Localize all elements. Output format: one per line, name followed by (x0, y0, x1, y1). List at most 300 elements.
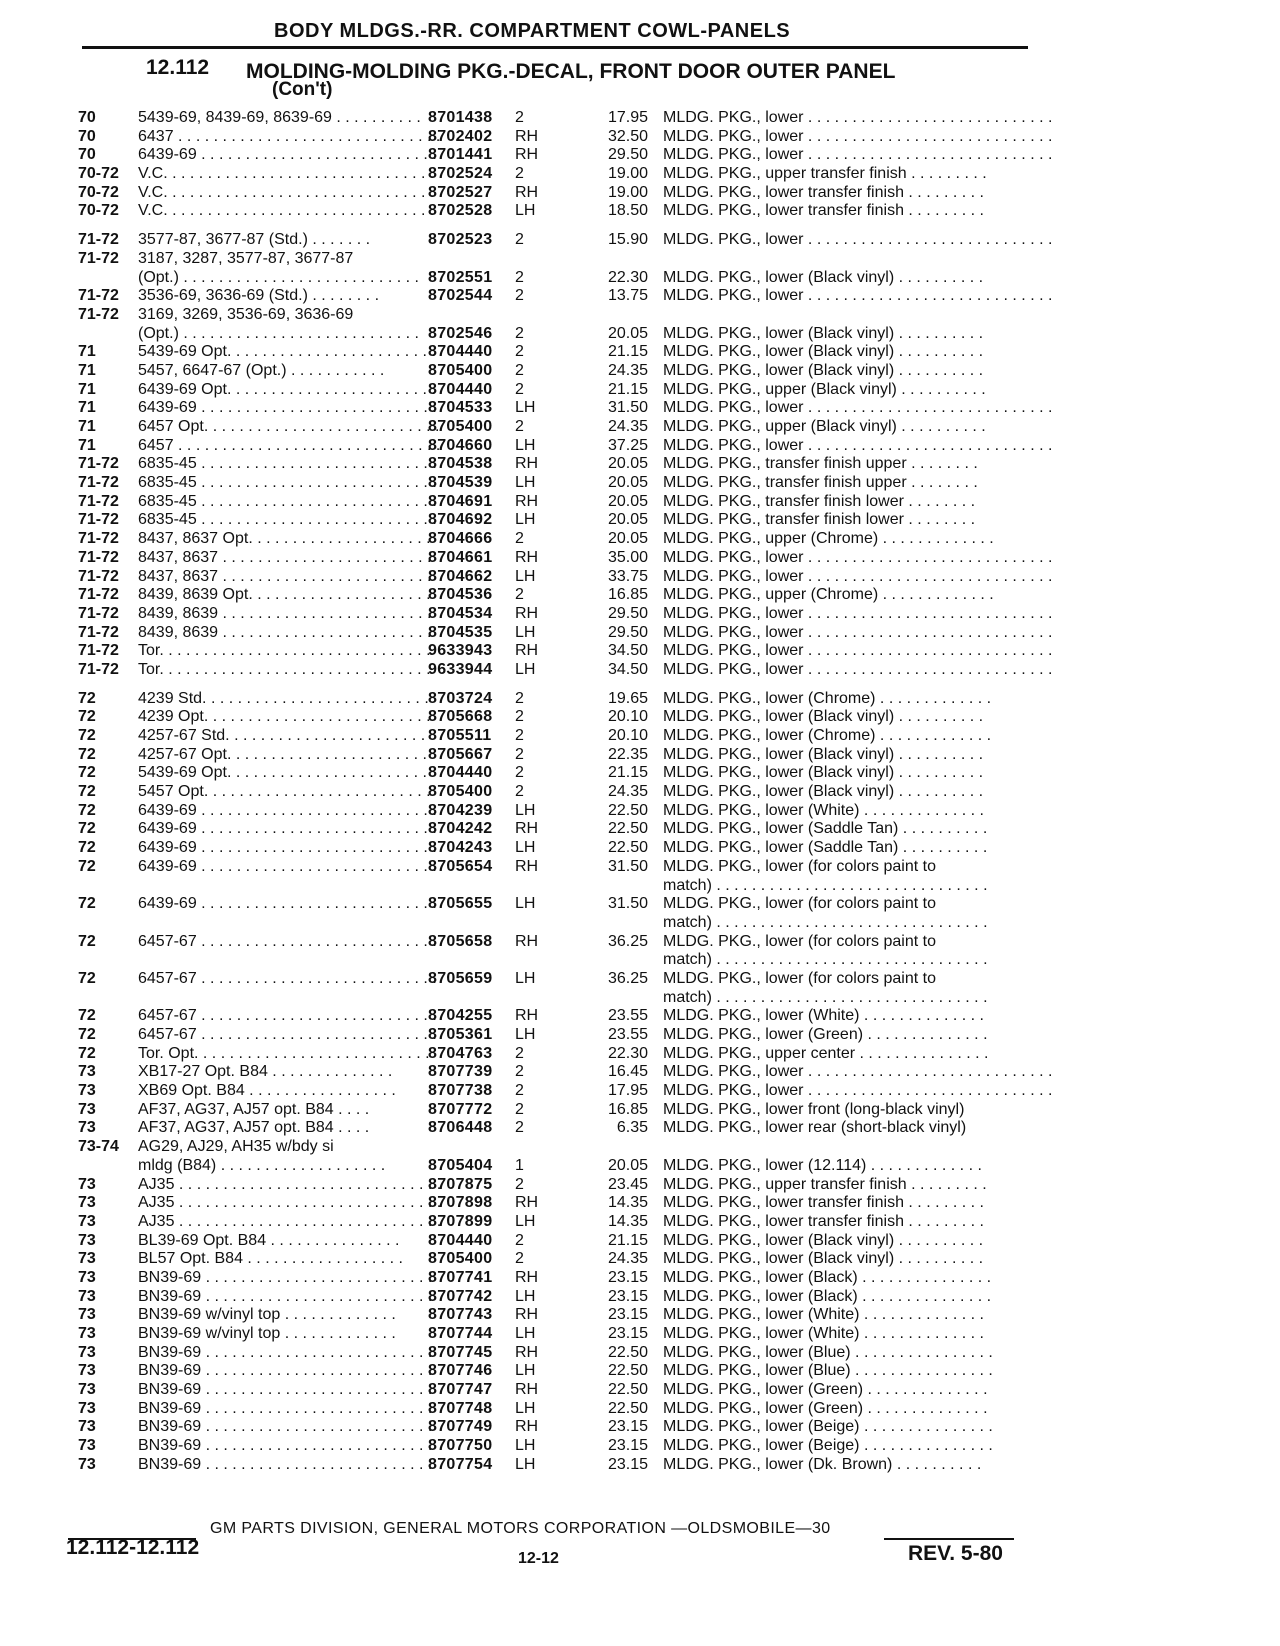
table-row (78, 1063, 1053, 1082)
table-row (78, 1381, 1038, 1400)
table-row (78, 1176, 1038, 1195)
table-row (78, 1306, 1038, 1325)
model-cell: 6457 . . . . . . . . . . . . . . . . . . . . . . . . . . . . . . (138, 436, 441, 454)
model-cell: BL39-69 Opt. B84 . . . . . . . . . . . . . . . (138, 1231, 400, 1249)
description-cell: MLDG. PKG., lower (12.114) . . . . . . . . . . . . . (663, 1156, 982, 1174)
price-cell: 31.50 (607, 857, 648, 875)
table-row (78, 127, 1053, 147)
quantity-cell: LH (515, 623, 536, 641)
model-cell: (Opt.) . . . . . . . . . . . . . . . . . . . . . . . . . . . (138, 324, 419, 342)
year-cell: 73 (78, 1100, 96, 1118)
table-row (78, 690, 1038, 709)
table-row (78, 1437, 1038, 1456)
part-number-cell: 8705400 (428, 1250, 493, 1268)
part-number-cell: 8707738 (428, 1082, 493, 1100)
part-number-cell: 8701441 (428, 146, 493, 164)
model-cell: 4239 Std. . . . . . . . . . . . . . . . . . . . . . . . . . (138, 689, 429, 707)
table-row (78, 436, 1053, 456)
quantity-cell: 2 (515, 231, 524, 249)
part-number-cell: 8702523 (428, 231, 493, 249)
quantity-cell: LH (515, 660, 536, 678)
quantity-cell: RH (515, 1418, 539, 1436)
year-cell: 72 (78, 1026, 96, 1043)
quantity-cell: RH (515, 548, 539, 566)
model-cell: AJ35 . . . . . . . . . . . . . . . . . . . . . . . . . . . . . . (138, 1212, 442, 1230)
part-number-cell: 8707741 (428, 1268, 493, 1286)
table-row (78, 708, 1038, 727)
price-cell: 22.50 (607, 1343, 648, 1361)
price-cell: 23.15 (607, 1306, 648, 1324)
model-cell: V.C. . . . . . . . . . . . . . . . . . . . . . . . . . . . . . . (138, 165, 435, 183)
price-cell: 22.50 (607, 1362, 648, 1380)
price-cell: 20.05 (607, 511, 648, 529)
part-number-cell: 8707747 (428, 1381, 493, 1399)
year-cell: 73 (78, 1268, 96, 1286)
model-cell: 6835-45 . . . . . . . . . . . . . . . . . . . . . . . . . . . (138, 492, 437, 510)
part-number-cell: 8707898 (428, 1194, 493, 1212)
price-cell: 35.00 (607, 548, 648, 566)
table-row (78, 1101, 1038, 1120)
year-cell: 73 (78, 1381, 96, 1399)
part-number-cell: 8707748 (428, 1399, 493, 1417)
model-cell: BN39-69 . . . . . . . . . . . . . . . . . . . . . . . . . . (138, 1381, 433, 1399)
parts-list (78, 109, 1053, 1475)
quantity-cell: LH (515, 1399, 536, 1417)
model-cell: 8437, 8637 Opt. . . . . . . . . . . . . . . . . . . . . (138, 530, 431, 548)
year-cell: 73 (78, 1306, 96, 1324)
model-cell: 6457-67 . . . . . . . . . . . . . . . . . . . . . . . . . . . (138, 932, 437, 950)
table-row (78, 970, 1038, 989)
price-cell: 6.35 (616, 1119, 648, 1137)
part-number-cell: 8705658 (428, 932, 493, 950)
year-cell: 72 (78, 932, 96, 950)
part-number-cell: 8705361 (428, 1026, 493, 1043)
model-cell: Tor. . . . . . . . . . . . . . . . . . . . . . . . . . . . . . . (138, 660, 431, 678)
model-cell: BN39-69 . . . . . . . . . . . . . . . . . . . . . . . . . . (138, 1362, 433, 1380)
price-cell: 22.50 (607, 820, 648, 838)
price-cell: 22.50 (607, 1399, 648, 1417)
model-cell: 6437 . . . . . . . . . . . . . . . . . . . . . . . . . . . . . . (138, 127, 441, 145)
year-cell: 72 (78, 708, 96, 726)
price-cell: 20.05 (607, 474, 648, 492)
description-cell: MLDG. PKG., upper transfer finish . . . . . . . . . (663, 165, 987, 183)
model-cell: BN39-69 . . . . . . . . . . . . . . . . . . . . . . . . . . (138, 1287, 433, 1305)
description-cell: MLDG. PKG., lower (Green) . . . . . . . . . . . . . . (663, 1381, 988, 1399)
part-number-cell: 8704661 (428, 548, 493, 566)
model-cell: V.C. . . . . . . . . . . . . . . . . . . . . . . . . . . . . . . (138, 183, 435, 201)
price-cell: 29.50 (607, 623, 648, 641)
quantity-cell: 2 (515, 287, 524, 305)
description-cell: MLDG. PKG., lower (Dk. Brown) . . . . . . . . . . (663, 1455, 982, 1473)
part-number-cell: 8704534 (428, 604, 493, 622)
part-number-cell: 8705659 (428, 969, 493, 987)
price-cell: 21.15 (607, 343, 648, 361)
description-cell: MLDG. PKG., lower . . . . . . . . . . . . . . . . . . . . . . . . . . . . (663, 548, 1053, 566)
year-cell: 72 (78, 689, 96, 707)
table-row (78, 202, 1038, 221)
part-number-cell: 8702524 (428, 165, 493, 183)
quantity-cell: LH (515, 1455, 536, 1473)
description-cell: MLDG. PKG., lower . . . . . . . . . . . . . . . . . . . . . . . . . . . . (663, 146, 1053, 164)
quantity-cell: 2 (515, 1250, 524, 1268)
part-number-cell: 8704691 (428, 492, 493, 510)
price-cell: 23.15 (607, 1455, 648, 1473)
model-cell: AJ35 . . . . . . . . . . . . . . . . . . . . . . . . . . . . . . (138, 1175, 442, 1193)
quantity-cell: LH (515, 1212, 536, 1230)
price-cell: 22.30 (607, 268, 648, 286)
year-cell: 72 (78, 745, 96, 763)
table-row (78, 1007, 1038, 1026)
quantity-cell: RH (515, 1381, 539, 1399)
model-cell: 6439-69 . . . . . . . . . . . . . . . . . . . . . . . . . . . (138, 801, 437, 819)
description-cell: MLDG. PKG., upper center . . . . . . . . . . . . . . . (663, 1044, 989, 1062)
part-number-cell: 8704440 (428, 1231, 493, 1249)
quantity-cell: LH (515, 474, 536, 492)
quantity-cell: RH (515, 455, 539, 473)
description-cell: MLDG. PKG., lower . . . . . . . . . . . . . . . . . . . . . . . . . . . . (663, 399, 1053, 417)
quantity-cell: 2 (515, 1082, 524, 1100)
table-row (78, 1194, 1038, 1213)
part-number-cell: 8705400 (428, 361, 493, 379)
description-cell: MLDG. PKG., lower (Black vinyl) . . . . . . . . . . (663, 324, 984, 342)
table-row (78, 764, 1038, 783)
year-cell: 71 (78, 380, 96, 398)
year-cell: 73 (78, 1325, 96, 1342)
part-number-cell: 8702551 (428, 268, 493, 286)
part-number-cell: 8705668 (428, 708, 493, 726)
quantity-cell: 2 (515, 530, 524, 548)
part-number-cell: 8704239 (428, 801, 493, 819)
table-row (78, 146, 1053, 165)
part-number-cell: 8704536 (428, 586, 493, 604)
model-cell: 5439-69 Opt. . . . . . . . . . . . . . . . . . . . . . . . (138, 343, 436, 361)
year-cell: 72 (78, 857, 96, 875)
model-cell: BN39-69 w/vinyl top . . . . . . . . . . . . . (138, 1325, 396, 1342)
price-cell: 24.35 (607, 783, 648, 801)
quantity-cell: RH (515, 183, 539, 201)
model-cell: V.C. . . . . . . . . . . . . . . . . . . . . . . . . . . . . . . (138, 202, 435, 220)
price-cell: 19.00 (607, 165, 648, 183)
price-cell: 20.05 (607, 1156, 648, 1174)
year-cell: 72 (78, 1044, 96, 1062)
table-row (78, 1232, 1038, 1251)
year-cell: 71-72 (78, 305, 119, 323)
year-cell: 71-72 (78, 474, 119, 492)
description-cell: MLDG. PKG., lower (Blue) . . . . . . . . . . . . . . . . (663, 1362, 993, 1380)
table-row (78, 877, 1038, 896)
part-number-cell: 8707739 (428, 1063, 493, 1081)
part-number-cell: 8702402 (428, 127, 493, 145)
description-cell: MLDG. PKG., lower (Black) . . . . . . . . . . . . . . . (663, 1287, 992, 1305)
table-row (78, 231, 1053, 250)
quantity-cell: 2 (515, 418, 524, 435)
price-cell: 34.50 (607, 642, 648, 660)
price-cell: 22.35 (607, 745, 648, 763)
table-row (78, 399, 1053, 418)
quantity-cell: 2 (515, 1100, 524, 1118)
year-cell: 73 (78, 1250, 96, 1268)
table-row (78, 660, 1053, 680)
description-cell: MLDG. PKG., lower (Black vinyl) . . . . . . . . . . (663, 1231, 984, 1249)
table-row (78, 1157, 1038, 1176)
price-cell: 22.50 (607, 1381, 648, 1399)
price-cell: 32.50 (607, 127, 648, 145)
year-cell: 73 (78, 1194, 96, 1212)
quantity-cell: 2 (515, 689, 524, 707)
model-cell: AF37, AG37, AJ57 opt. B84 . . . . (138, 1100, 370, 1118)
page-header-title: BODY MLDGS.-RR. COMPARTMENT COWL-PANELS (274, 20, 791, 42)
footer-section-range: 12.112-12.112 (66, 1536, 200, 1559)
year-cell: 71-72 (78, 287, 119, 305)
price-cell: 36.25 (607, 932, 648, 950)
part-number-cell: 8702527 (428, 183, 493, 201)
description-cell: MLDG. PKG., lower . . . . . . . . . . . . . . . . . . . . . . . . . . . . (663, 567, 1053, 585)
part-number-cell: 8704763 (428, 1044, 493, 1062)
quantity-cell: LH (515, 399, 536, 417)
description-cell: MLDG. PKG., lower (Black vinyl) . . . . . . . . . . (663, 268, 984, 286)
price-cell: 20.05 (607, 492, 648, 510)
table-row (78, 802, 1038, 821)
price-cell: 17.95 (607, 109, 648, 126)
description-cell: MLDG. PKG., lower (for colors paint to (663, 932, 936, 950)
part-number-cell: 8704662 (428, 567, 493, 585)
model-cell: AJ35 . . . . . . . . . . . . . . . . . . . . . . . . . . . . . . (138, 1194, 442, 1212)
table-row (78, 1288, 1038, 1307)
price-cell: 31.50 (607, 399, 648, 417)
year-cell: 71-72 (78, 567, 119, 585)
model-cell: 8437, 8637 . . . . . . . . . . . . . . . . . . . . . . . . (138, 567, 432, 585)
model-cell: 5457 Opt. . . . . . . . . . . . . . . . . . . . . . . . . . (138, 783, 431, 801)
year-cell: 73 (78, 1063, 96, 1081)
table-row (78, 642, 1053, 661)
price-cell: 24.35 (607, 1250, 648, 1268)
description-cell: MLDG. PKG., lower . . . . . . . . . . . . . . . . . . . . . . . . . . . . (663, 127, 1053, 145)
model-cell: BN39-69 . . . . . . . . . . . . . . . . . . . . . . . . . . (138, 1455, 433, 1473)
part-number-cell: 8707743 (428, 1306, 493, 1324)
description-cell: MLDG. PKG., lower (Beige) . . . . . . . . . . . . . . . (663, 1418, 993, 1436)
part-number-cell: 8705667 (428, 745, 493, 763)
price-cell: 24.35 (607, 361, 648, 379)
part-number-cell: 8702544 (428, 287, 493, 305)
description-cell: MLDG. PKG., upper (Black vinyl) . . . . . . . . . . (663, 380, 986, 398)
quantity-cell: 2 (515, 324, 524, 342)
year-cell: 73 (78, 1119, 96, 1137)
quantity-cell: LH (515, 801, 536, 819)
year-cell: 71 (78, 361, 96, 379)
year-cell: 71-72 (78, 249, 119, 267)
quantity-cell: LH (515, 202, 536, 220)
model-cell: 3577-87, 3677-87 (Std.) . . . . . . . (138, 231, 371, 249)
part-number-cell: 8704666 (428, 530, 493, 548)
price-cell: 36.25 (607, 969, 648, 987)
model-cell: 5439-69, 8439-69, 8639-69 . . . . . . . . . . (138, 109, 421, 126)
table-row (78, 184, 1038, 203)
year-cell: 73 (78, 1437, 96, 1455)
table-row (78, 418, 1038, 437)
quantity-cell: 2 (515, 1231, 524, 1249)
model-cell: 8439, 8639 Opt. . . . . . . . . . . . . . . . . . . . . (138, 586, 431, 604)
year-cell: 71-72 (78, 511, 119, 529)
year-cell: 71 (78, 418, 96, 435)
table-row (78, 306, 1038, 325)
description-cell: MLDG. PKG., lower (Black vinyl) . . . . . . . . . . (663, 1250, 984, 1268)
year-cell: 73 (78, 1212, 96, 1230)
price-cell: 31.50 (607, 895, 648, 913)
quantity-cell: RH (515, 492, 539, 510)
model-cell: 6835-45 . . . . . . . . . . . . . . . . . . . . . . . . . . . (138, 474, 437, 492)
year-cell: 72 (78, 839, 96, 857)
table-row (78, 951, 1038, 970)
description-cell: MLDG. PKG., lower . . . . . . . . . . . . . . . . . . . . . . . . . . . . (663, 287, 1053, 305)
description-cell: MLDG. PKG., lower . . . . . . . . . . . . . . . . . . . . . . . . . . . . (663, 231, 1053, 249)
quantity-cell: RH (515, 642, 539, 660)
model-cell: 5457, 6647-67 (Opt.) . . . . . . . . . . . (138, 361, 385, 379)
model-cell: 6835-45 . . . . . . . . . . . . . . . . . . . . . . . . . . . (138, 511, 437, 529)
quantity-cell: 2 (515, 343, 524, 361)
price-cell: 20.05 (607, 530, 648, 548)
description-cell: MLDG. PKG., lower (Saddle Tan) . . . . . . . . . . (663, 839, 988, 857)
header-rule (82, 46, 1028, 49)
year-cell: 72 (78, 820, 96, 838)
quantity-cell: RH (515, 1194, 539, 1212)
model-cell: mldg (B84) . . . . . . . . . . . . . . . . . . . (138, 1156, 386, 1174)
price-cell: 23.55 (607, 1007, 648, 1025)
year-cell: 71 (78, 343, 96, 361)
description-cell: MLDG. PKG., lower (Chrome) . . . . . . . . . . . . . (663, 689, 992, 707)
quantity-cell: 2 (515, 1175, 524, 1193)
quantity-cell: RH (515, 1268, 539, 1286)
price-cell: 20.10 (607, 727, 648, 744)
quantity-cell: LH (515, 1325, 536, 1342)
part-number-cell: 8707744 (428, 1325, 493, 1342)
quantity-cell: 2 (515, 268, 524, 286)
model-cell: 6457-67 . . . . . . . . . . . . . . . . . . . . . . . . . . . (138, 1007, 437, 1025)
year-cell: 73-74 (78, 1138, 119, 1156)
price-cell: 23.15 (607, 1287, 648, 1305)
table-row (78, 511, 1038, 530)
table-row (78, 858, 1038, 877)
quantity-cell: LH (515, 839, 536, 857)
model-cell: (Opt.) . . . . . . . . . . . . . . . . . . . . . . . . . . . (138, 268, 419, 286)
description-cell: MLDG. PKG., transfer finish upper . . . . . . . . (663, 474, 978, 492)
part-number-cell: 8702528 (428, 202, 493, 220)
model-cell: 3187, 3287, 3577-87, 3677-87 (138, 249, 354, 267)
description-cell: MLDG. PKG., lower (Saddle Tan) . . . . . . . . . . (663, 820, 988, 838)
table-row (78, 362, 1038, 381)
model-cell: 6439-69 . . . . . . . . . . . . . . . . . . . . . . . . . . . (138, 857, 437, 875)
price-cell: 14.35 (607, 1212, 648, 1230)
table-row (78, 1138, 1038, 1157)
footer-revision: REV. 5-80 (908, 1542, 1003, 1565)
description-cell: MLDG. PKG., upper (Chrome) . . . . . . . . . . . . . (663, 530, 994, 548)
part-number-cell: 8705404 (428, 1156, 493, 1174)
table-row (78, 1250, 1038, 1269)
description-cell: MLDG. PKG., lower . . . . . . . . . . . . . . . . . . . . . . . . . . . . (663, 623, 1053, 641)
quantity-cell: LH (515, 1362, 536, 1380)
description-cell: MLDG. PKG., transfer finish lower . . . . . . . . (663, 492, 976, 510)
table-row (78, 895, 1038, 914)
description-cell: MLDG. PKG., lower . . . . . . . . . . . . . . . . . . . . . . . . . . . . (663, 109, 1053, 126)
table-row (78, 530, 1038, 549)
model-cell: 6439-69 . . . . . . . . . . . . . . . . . . . . . . . . . . . (138, 839, 437, 857)
model-cell: AG29, AJ29, AH35 w/bdy si (138, 1138, 334, 1156)
price-cell: 34.50 (607, 660, 648, 678)
part-number-cell: 8704539 (428, 474, 493, 492)
description-cell: MLDG. PKG., lower . . . . . . . . . . . . . . . . . . . . . . . . . . . . (663, 660, 1053, 678)
quantity-cell: LH (515, 1437, 536, 1455)
table-row (78, 325, 1038, 344)
quantity-cell: 2 (515, 708, 524, 726)
table-row (78, 839, 1038, 858)
quantity-cell: 2 (515, 361, 524, 379)
price-cell: 20.05 (607, 455, 648, 473)
price-cell: 21.15 (607, 380, 648, 398)
part-number-cell: 8701438 (428, 109, 493, 126)
table-row (78, 1362, 1038, 1381)
model-cell: BN39-69 . . . . . . . . . . . . . . . . . . . . . . . . . . (138, 1418, 433, 1436)
price-cell: 22.30 (607, 1044, 648, 1062)
price-cell: 23.15 (607, 1418, 648, 1436)
part-number-cell: 8704660 (428, 436, 493, 454)
price-cell: 18.50 (607, 202, 648, 220)
description-cell: MLDG. PKG., lower (Black vinyl) . . . . . . . . . . (663, 764, 984, 782)
part-number-cell: 8705654 (428, 857, 493, 875)
part-number-cell: 8706448 (428, 1119, 493, 1137)
description-cell: MLDG. PKG., upper (Chrome) . . . . . . . . . . . . . (663, 586, 994, 604)
part-number-cell: 8704533 (428, 399, 493, 417)
table-row (78, 746, 1038, 765)
table-row (78, 1082, 1053, 1101)
model-cell: 6439-69 . . . . . . . . . . . . . . . . . . . . . . . . . . . (138, 146, 437, 164)
table-row (78, 989, 1038, 1008)
quantity-cell: RH (515, 1343, 539, 1361)
description-cell: MLDG. PKG., lower transfer finish . . . . . . . . . (663, 183, 984, 201)
quantity-cell: 2 (515, 764, 524, 782)
model-cell: BN39-69 w/vinyl top . . . . . . . . . . . . . (138, 1306, 396, 1324)
quantity-cell: RH (515, 1007, 539, 1025)
quantity-cell: 1 (515, 1156, 524, 1174)
year-cell: 70 (78, 127, 96, 145)
table-row (78, 1026, 1038, 1045)
price-cell: 24.35 (607, 418, 648, 435)
price-cell: 20.05 (607, 324, 648, 342)
part-number-cell: 8703724 (428, 689, 493, 707)
table-row (78, 343, 1038, 362)
part-number-cell: 8707899 (428, 1212, 493, 1230)
price-cell: 16.85 (607, 586, 648, 604)
price-cell: 13.75 (607, 287, 648, 305)
description-cell: match) . . . . . . . . . . . . . . . . . . . . . . . . . . . . . . . (663, 988, 988, 1006)
model-cell: BN39-69 . . . . . . . . . . . . . . . . . . . . . . . . . . (138, 1437, 433, 1455)
description-cell: MLDG. PKG., lower rear (short-black vinyl) (663, 1119, 967, 1137)
description-cell: MLDG. PKG., lower (Black vinyl) . . . . . . . . . . (663, 343, 984, 361)
price-cell: 15.90 (607, 231, 648, 249)
model-cell: 8439, 8639 . . . . . . . . . . . . . . . . . . . . . . . . (138, 623, 432, 641)
quantity-cell: RH (515, 127, 539, 145)
part-number-cell: 8704255 (428, 1007, 493, 1025)
model-cell: 3536-69, 3636-69 (Std.) . . . . . . . . (138, 287, 380, 305)
table-row (78, 933, 1038, 952)
quantity-cell: 2 (515, 1063, 524, 1081)
description-cell: MLDG. PKG., lower . . . . . . . . . . . . . . . . . . . . . . . . . . . . (663, 642, 1053, 660)
year-cell: 73 (78, 1362, 96, 1380)
year-cell: 70-72 (78, 183, 119, 201)
price-cell: 23.15 (607, 1325, 648, 1342)
description-cell: MLDG. PKG., lower front (long-black vinyl) (663, 1100, 965, 1118)
description-cell: MLDG. PKG., transfer finish lower . . . . . . . . (663, 511, 976, 529)
table-row (78, 474, 1038, 493)
price-cell: 23.15 (607, 1268, 648, 1286)
